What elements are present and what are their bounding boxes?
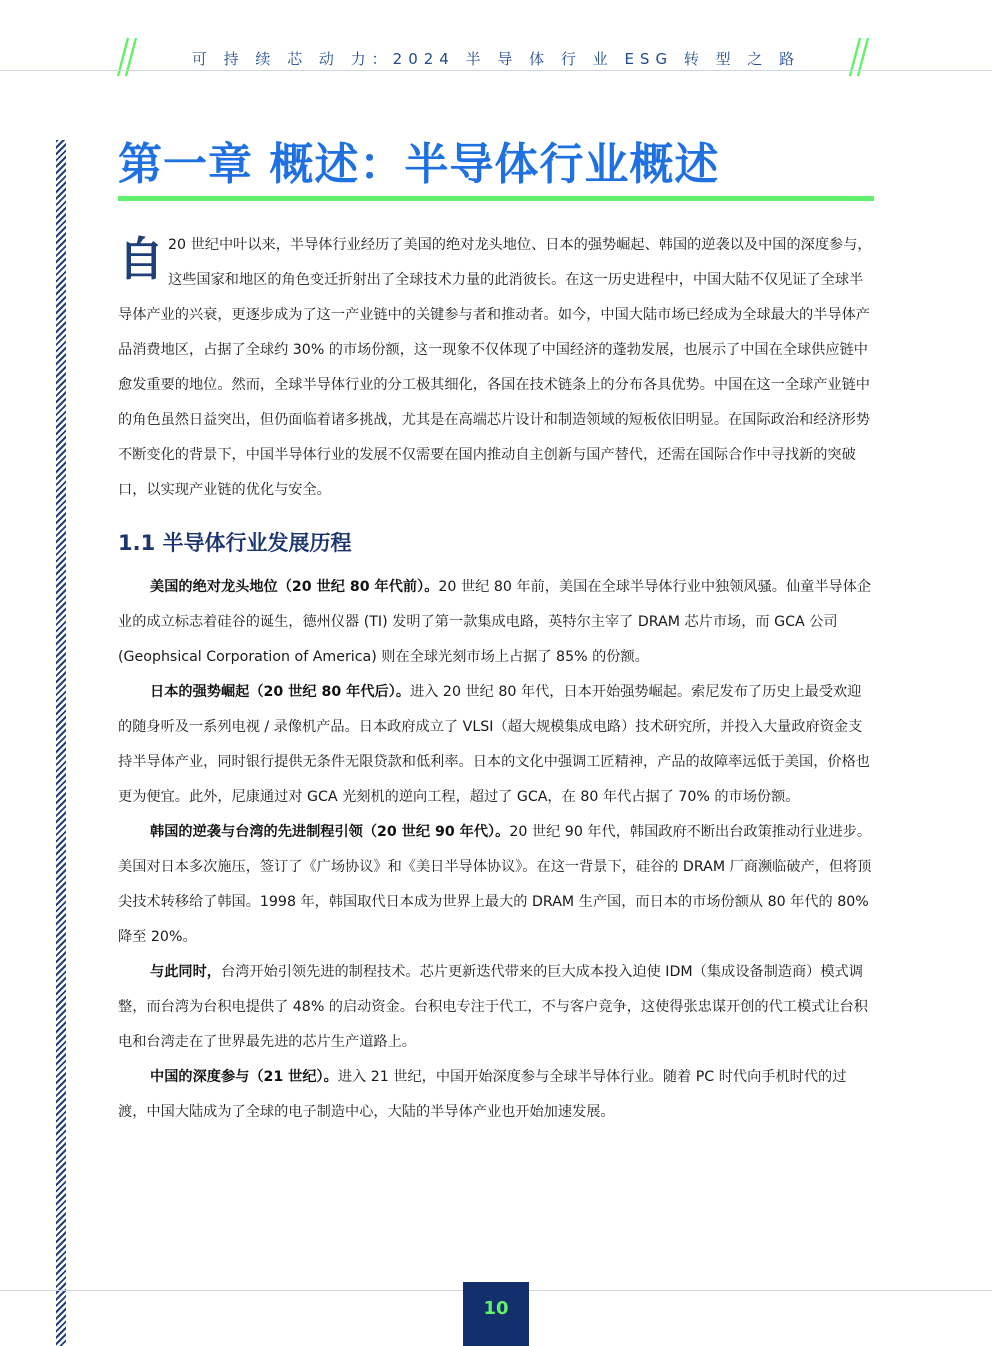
page-number: 10 xyxy=(463,1282,529,1346)
intro-text: 20 世纪中叶以来，半导体行业经历了美国的绝对龙头地位、日本的强势崛起、韩国的逆袭以及中国的深度参与，这些国家和地区的角色变迁折射出了全球技术力量的此消彼长。在这一历史进程中，中国大陆不仅见证了全球半导体产业的兴衰，更逐步成为了这一产业链中的关键参与者和推动者。如今，中国大陆市场已经成为全球最大的半导体产品消费地区，占据了全球约 30% 的市场份额，这一现象不仅体现了中国经济的蓬勃发展，也展示了中国在全球供应链中愈发重要的地位。然而，全球半导体行业的分工极其细化，各国在技术链条上的分布各具优势。中国在这一全球产业链中的角色虽然日益突出，但仍面临着诸多挑战，尤其是在高端芯片设计和制造领域的短板依旧明显。在国际政治和经济形势不断变化的背景下，中国半导体行业的发展不仅需要在国内推动自主创新与国产替代，还需在国际合作中寻找新的突破口，以实现产业链的优化与安全。 xyxy=(118,237,872,498)
section-paragraph xyxy=(118,955,874,1060)
paragraph-text: 进入 20 世纪 80 年代，日本开始强势崛起。索尼发布了历史上最受欢迎的随身听及一系列电视 / 录像机产品。日本政府成立了 VLSI（超大规模集成电路）技术研究所，并投入大量政府资金支持半导体产业，同时银行提供无条件无限贷款和低利率。日本的文化中强调工匠精神，产品的故障率远低于美国，价格也更为便宜。此外，尼康通过对 GCA 光刻机的逆向工程，超过了 GCA，在 80 年代占据了 70% 的市场份额。 xyxy=(118,684,870,805)
paragraph-lead: 中国的深度参与（21 世纪）。 xyxy=(150,1069,338,1085)
side-hatched-bar xyxy=(56,140,66,1346)
paragraph-lead: 与此同时， xyxy=(150,964,221,980)
section-paragraph xyxy=(118,815,874,955)
header-slash-right-icon xyxy=(848,38,872,78)
paragraph-lead: 韩国的逆袭与台湾的先进制程引领（20 世纪 90 年代）。 xyxy=(150,824,510,840)
paragraph-lead: 美国的绝对龙头地位（20 世纪 80 年代前）。 xyxy=(150,579,439,595)
paragraph-text: 台湾开始引领先进的制程技术。芯片更新迭代带来的巨大成本投入迫使 IDM（集成设备制造商）模式调整，而台湾为台积电提供了 48% 的启动资金。台积电专注于代工，不与客户竞争，这使得张忠谋开创的代工模式让台积电和台湾走在了世界最先进的芯片生产道路上。 xyxy=(118,964,868,1050)
chapter-title: 第一章 概述：半导体行业概述 xyxy=(118,139,720,190)
chapter-title-rule xyxy=(118,196,874,201)
paragraph-text: 进入 21 世纪，中国开始深度参与全球半导体行业。随着 PC 时代向手机时代的过渡，中国大陆成为了全球的电子制造中心，大陆的半导体产业也开始加速发展。 xyxy=(118,1069,847,1120)
header-divider xyxy=(0,70,992,71)
paragraph-text: 20 世纪 90 年代，韩国政府不断出台政策推动行业进步。美国对日本多次施压，签订了《广场协议》和《美日半导体协议》。在这一背景下，硅谷的 DRAM 厂商濒临破产，但将顶尖技术转移给了韩国。1998 年，韩国取代日本成为世界上最大的 DRAM 生产国，而日本的市场份额从 80 年代的 80% 降至 20%。 xyxy=(118,824,872,945)
section-paragraph xyxy=(118,570,874,675)
header-title: 可 持 续 芯 动 力：2024 半 导 体 行 业 ESG 转 型 之 路 xyxy=(191,50,801,68)
section-heading: 1.1 半导体行业发展历程 xyxy=(118,531,352,555)
paragraph-text: 20 世纪 80 年前，美国在全球半导体行业中独领风骚。仙童半导体企业的成立标志着硅谷的诞生，德州仪器 (TI) 发明了第一款集成电路，英特尔主宰了 DRAM 芯片市场，而 GCA 公司 (Geophsical Corporation of America) 则在全球光刻市场上占据了 85% 的份额。 xyxy=(118,579,872,665)
section-paragraph xyxy=(118,1060,874,1130)
section-paragraph xyxy=(118,675,874,815)
intro-paragraph xyxy=(118,228,874,508)
paragraph-lead: 日本的强势崛起（20 世纪 80 年代后）。 xyxy=(150,684,411,700)
intro-dropcap: 自 xyxy=(118,232,164,286)
section-body xyxy=(118,570,874,1130)
